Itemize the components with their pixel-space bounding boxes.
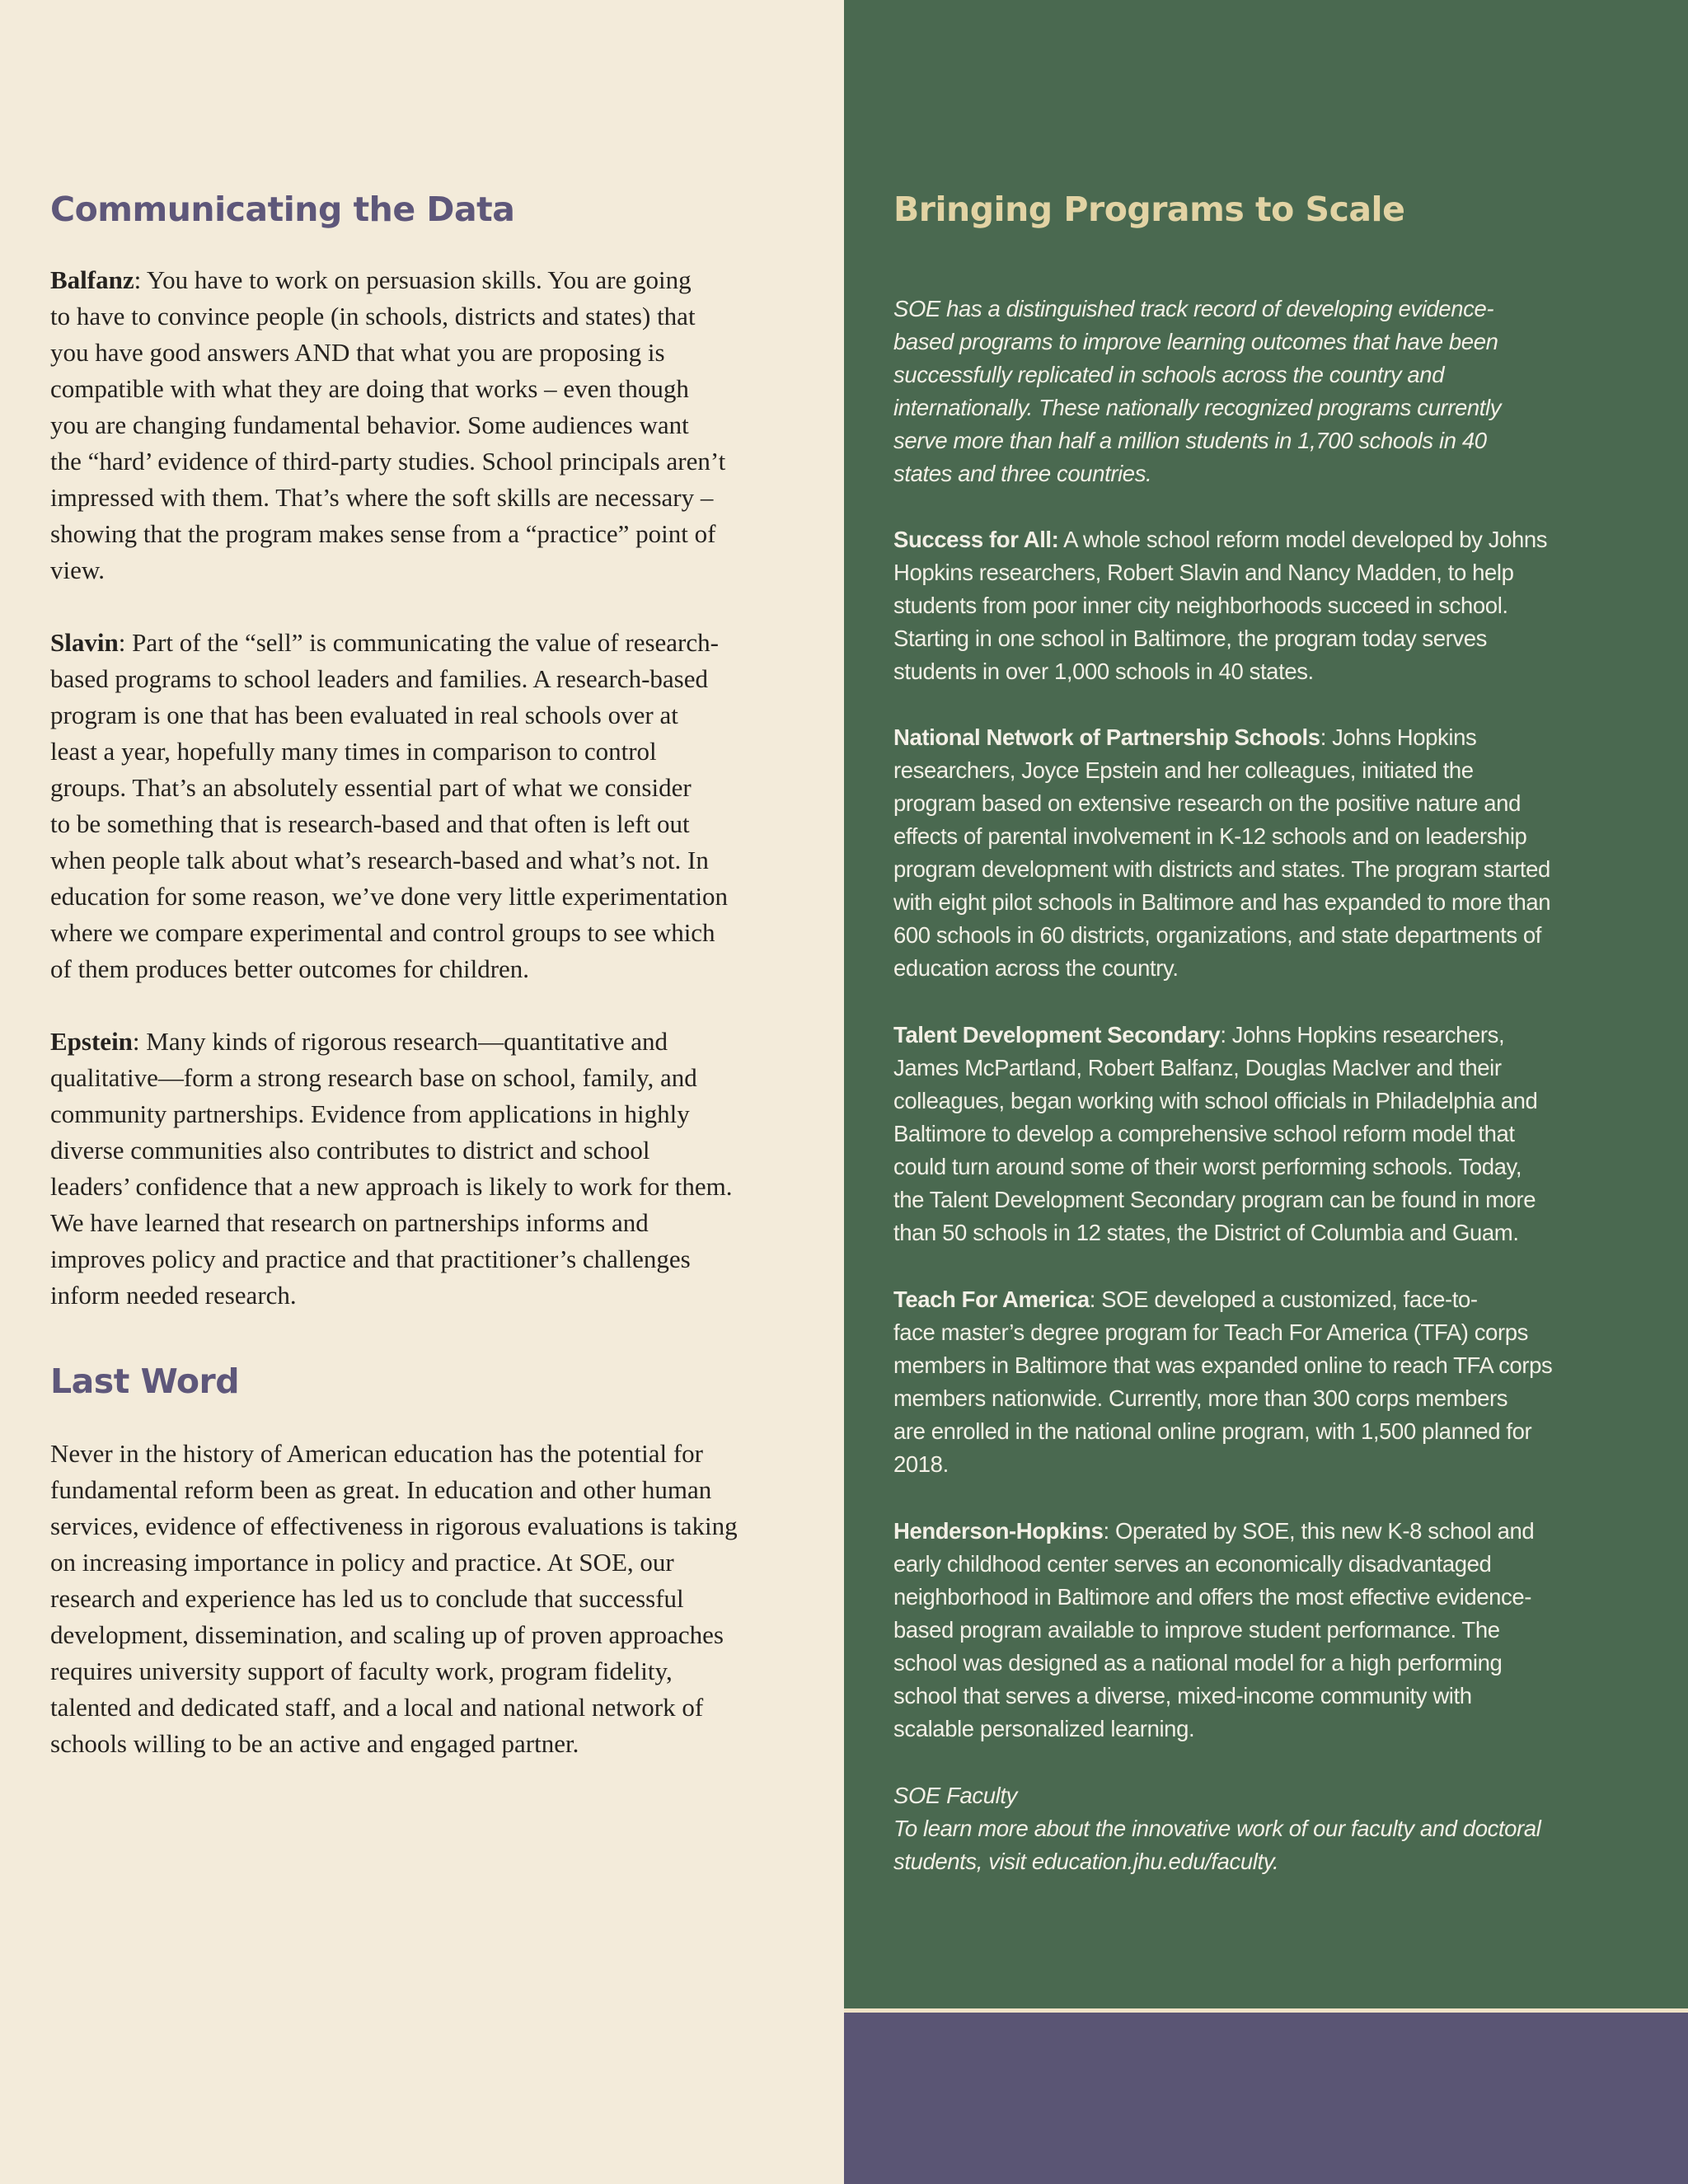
last-word-line: on increasing importance in policy and practice. At SOE, our: [50, 1548, 674, 1577]
nnps-line: effects of parental involvement in K-12 schools and on leadership: [893, 823, 1527, 849]
nnps-line: researchers, Joyce Epstein and her colleagues, initiated the: [893, 757, 1474, 783]
intro-line: successfully replicated in schools across the country and: [893, 362, 1445, 387]
slavin-line: based programs to school leaders and families. A research-based: [50, 664, 708, 693]
tfa-line: 2018.: [893, 1451, 949, 1477]
epstein-line: Epstein: Many kinds of rigorous research—quantitative and: [50, 1027, 668, 1056]
balfanz-line: compatible with what they are doing that works – even though: [50, 374, 689, 403]
tds-line: Baltimore to develop a comprehensive school reform model that: [893, 1121, 1515, 1146]
hh-line: school was designed as a national model for a high performing: [893, 1650, 1503, 1675]
faculty-title: SOE Faculty: [893, 1783, 1017, 1808]
last-word-line: fundamental reform been as great. In education and other human: [50, 1475, 712, 1504]
slavin-line: of them produces better outcomes for children.: [50, 954, 530, 983]
tds-line: Talent Development Secondary: Johns Hopkins researchers,: [893, 1022, 1505, 1047]
program-name: Success for All:: [893, 527, 1059, 552]
hh-line: neighborhood in Baltimore and offers the most effective evidence-: [893, 1584, 1532, 1610]
balfanz-line: impressed with them. That’s where the soft skills are necessary –: [50, 483, 714, 512]
slavin-line: when people talk about what’s research-based and what’s not. In: [50, 846, 709, 874]
nnps-line: education across the country.: [893, 955, 1179, 981]
hh-line: early childhood center serves an economically disadvantaged: [893, 1551, 1492, 1577]
slavin-line: least a year, hopefully many times in comparison to control: [50, 737, 657, 766]
last-word-line: schools willing to be an active and engaged partner.: [50, 1729, 579, 1758]
success-for-all-line: students from poor inner city neighborhoods succeed in school.: [893, 593, 1508, 618]
tfa-line: members nationwide. Currently, more than 300 corps members: [893, 1385, 1508, 1411]
balfanz-line: view.: [50, 555, 105, 584]
tds-line: the Talent Development Secondary program can be found in more: [893, 1187, 1536, 1212]
success-for-all-line: Hopkins researchers, Robert Slavin and Nancy Madden, to help: [893, 560, 1514, 585]
program-name: National Network of Partnership Schools: [893, 724, 1320, 750]
tfa-line: Teach For America: SOE developed a customized, face-to-: [893, 1286, 1478, 1312]
epstein-line: qualitative—form a strong research base on school, family, and: [50, 1063, 697, 1092]
balfanz-line: showing that the program makes sense from a “practice” point of: [50, 519, 716, 548]
balfanz-line: Balfanz: You have to work on persuasion skills. You are going: [50, 265, 692, 294]
footer-band: [844, 2013, 1688, 2184]
last-word-line: services, evidence of effectiveness in rigorous evaluations is taking: [50, 1511, 738, 1540]
program-name: Henderson-Hopkins: [893, 1518, 1104, 1544]
heading-last-word: Last Word: [50, 1361, 240, 1401]
heading-bringing-programs-to-scale: Bringing Programs to Scale: [893, 190, 1405, 229]
balfanz-line: to have to convince people (in schools, districts and states) that: [50, 302, 696, 330]
success-for-all-line: students in over 1,000 schools in 40 states.: [893, 658, 1314, 684]
program-name: Talent Development Secondary: [893, 1022, 1221, 1047]
nnps-line: National Network of Partnership Schools: Johns Hopkins: [893, 724, 1477, 750]
last-word-line: Never in the history of American education has the potential for: [50, 1439, 703, 1468]
nnps-line: program based on extensive research on the positive nature and: [893, 790, 1521, 816]
tds-line: than 50 schools in 12 states, the District of Columbia and Guam.: [893, 1220, 1519, 1245]
faculty-line: students, visit education.jhu.edu/faculty.: [893, 1849, 1279, 1874]
faculty-line: To learn more about the innovative work of our faculty and doctoral: [893, 1816, 1541, 1841]
hh-line: school that serves a diverse, mixed-income community with: [893, 1683, 1472, 1708]
nnps-line: 600 schools in 60 districts, organizations, and state departments of: [893, 922, 1542, 948]
hh-line: scalable personalized learning.: [893, 1716, 1195, 1741]
nnps-line: with eight pilot schools in Baltimore and has expanded to more than: [893, 889, 1551, 915]
speaker-name: Epstein: [50, 1027, 133, 1056]
slavin-line: groups. That’s an absolutely essential part of what we consider: [50, 773, 692, 802]
program-name: Teach For America: [893, 1286, 1090, 1312]
last-word-line: requires university support of faculty work, program fidelity,: [50, 1657, 673, 1685]
tds-line: James McPartland, Robert Balfanz, Douglas MacIver and their: [893, 1055, 1502, 1080]
balfanz-line: you have good answers AND that what you are proposing is: [50, 338, 665, 367]
tfa-line: face master’s degree program for Teach For America (TFA) corps: [893, 1319, 1528, 1345]
intro-line: internationally. These nationally recognized programs currently: [893, 395, 1502, 420]
intro-line: based programs to improve learning outcomes that have been: [893, 329, 1498, 354]
tds-line: could turn around some of their worst performing schools. Today,: [893, 1154, 1522, 1179]
speaker-name: Slavin: [50, 628, 119, 657]
epstein-line: leaders’ confidence that a new approach is likely to work for them.: [50, 1172, 733, 1201]
tfa-line: are enrolled in the national online program, with 1,500 planned for: [893, 1418, 1532, 1444]
nnps-line: program development with districts and states. The program started: [893, 856, 1550, 882]
intro-line: states and three countries.: [893, 461, 1152, 486]
epstein-line: improves policy and practice and that practitioner’s challenges: [50, 1244, 691, 1273]
epstein-line: community partnerships. Evidence from applications in highly: [50, 1099, 690, 1128]
last-word-line: research and experience has led us to conclude that successful: [50, 1584, 684, 1613]
speaker-name: Balfanz: [50, 265, 134, 294]
balfanz-line: the “hard’ evidence of third-party studies. School principals aren’t: [50, 447, 726, 476]
success-for-all-line: Starting in one school in Baltimore, the program today serves: [893, 626, 1488, 651]
slavin-line: program is one that has been evaluated in real schools over at: [50, 701, 678, 729]
epstein-line: diverse communities also contributes to district and school: [50, 1136, 650, 1165]
last-word-line: development, dissemination, and scaling up of proven approaches: [50, 1620, 724, 1649]
last-word-line: talented and dedicated staff, and a local and national network of: [50, 1693, 704, 1722]
hh-line: based program available to improve student performance. The: [893, 1617, 1500, 1643]
slavin-line: education for some reason, we’ve done very little experimentation: [50, 882, 729, 911]
slavin-line: where we compare experimental and control groups to see which: [50, 918, 715, 947]
epstein-line: inform needed research.: [50, 1281, 297, 1310]
heading-communicating-the-data: Communicating the Data: [50, 190, 515, 229]
slavin-line: to be something that is research-based and that often is left out: [50, 809, 690, 838]
intro-line: serve more than half a million students in 1,700 schools in 40: [893, 428, 1487, 453]
intro-line: SOE has a distinguished track record of developing evidence-: [893, 296, 1494, 321]
hh-line: Henderson-Hopkins: Operated by SOE, this new K-8 school and: [893, 1518, 1535, 1544]
balfanz-line: you are changing fundamental behavior. Some audiences want: [50, 410, 689, 439]
tfa-line: members in Baltimore that was expanded online to reach TFA corps: [893, 1352, 1553, 1378]
slavin-line: Slavin: Part of the “sell” is communicating the value of research-: [50, 628, 719, 657]
success-for-all-line: Success for All: A whole school reform model developed by Johns: [893, 527, 1548, 552]
epstein-line: We have learned that research on partnerships informs and: [50, 1208, 649, 1237]
tds-line: colleagues, began working with school officials in Philadelphia and: [893, 1088, 1538, 1113]
